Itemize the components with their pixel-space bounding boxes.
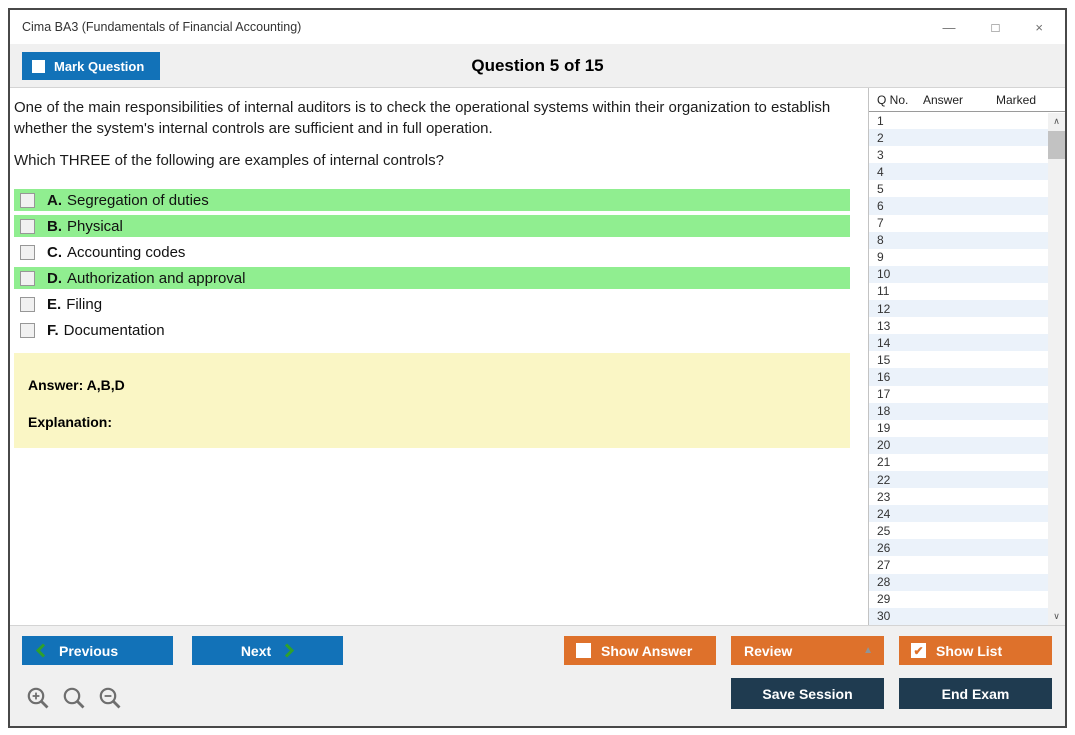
title-bar	[10, 10, 1065, 44]
header-band	[10, 44, 1065, 88]
show-answer-button[interactable]	[564, 636, 716, 665]
question-list-row[interactable]	[869, 403, 1048, 420]
question-panel	[10, 88, 868, 625]
option-letter: C.	[47, 243, 62, 261]
qno-cell: 27	[877, 557, 891, 572]
option-text: Segregation of duties	[67, 191, 209, 209]
show-answer-checkbox[interactable]	[576, 643, 591, 658]
app-window	[8, 8, 1067, 728]
answer-column-header: Answer	[923, 92, 964, 107]
option-text: Filing	[66, 295, 103, 313]
previous-label: Previous	[59, 642, 119, 659]
next-button[interactable]	[192, 636, 343, 665]
qno-cell: 4	[877, 164, 884, 179]
option-text: Accounting codes	[67, 243, 186, 261]
options-list	[14, 189, 868, 341]
question-list-row[interactable]	[869, 112, 1048, 129]
qno-cell: 11	[877, 284, 890, 299]
question-list-row[interactable]	[869, 163, 1048, 180]
question-list-row[interactable]	[869, 129, 1048, 146]
scroll-down-icon[interactable]: ∨	[1053, 610, 1060, 621]
qno-cell: 26	[877, 540, 891, 555]
answer-option[interactable]	[14, 267, 850, 289]
qno-cell: 3	[877, 147, 884, 162]
dropdown-up-icon: ▲	[863, 645, 873, 656]
option-checkbox[interactable]	[20, 271, 35, 286]
close-icon[interactable]: ×	[1035, 19, 1043, 35]
answer-explanation-box	[14, 353, 850, 448]
option-text: Documentation	[63, 321, 165, 339]
question-list-row[interactable]	[869, 232, 1048, 249]
option-letter: F.	[47, 321, 59, 339]
qno-cell: 9	[877, 250, 884, 265]
content-area	[10, 88, 1065, 625]
zoom-toolbar	[26, 686, 123, 711]
question-counter: Question 5 of 15	[471, 55, 604, 75]
marked-column-header: Marked	[996, 92, 1037, 107]
qno-cell: 21	[877, 455, 891, 470]
qno-cell: 7	[877, 216, 884, 231]
qno-cell: 10	[877, 267, 891, 282]
show-list-button[interactable]	[899, 636, 1052, 665]
show-list-checkbox[interactable]: ✔	[911, 643, 926, 658]
scrollbar-thumb[interactable]	[1048, 131, 1065, 159]
question-list-row[interactable]	[869, 608, 1048, 625]
answer-label: Answer: A,B,D	[28, 377, 125, 393]
qno-cell: 15	[877, 352, 891, 367]
question-list-body	[869, 112, 1048, 625]
qno-cell: 22	[877, 472, 891, 487]
qno-cell: 24	[877, 506, 891, 521]
chevron-right-icon	[284, 643, 294, 658]
option-checkbox[interactable]	[20, 245, 35, 260]
end-exam-button[interactable]	[899, 678, 1052, 709]
option-checkbox[interactable]	[20, 323, 35, 338]
question-list-row[interactable]	[869, 334, 1048, 351]
question-list-row[interactable]	[869, 215, 1048, 232]
next-label: Next	[240, 642, 272, 659]
qno-cell: 14	[877, 335, 891, 350]
question-list-row[interactable]	[869, 539, 1048, 556]
question-paragraph-1: One of the main responsibilities of internal auditors is to check the operational systems within their organization to establish whether the system's internal controls are sufficient and in full operation.	[14, 99, 831, 137]
review-label: Review	[744, 642, 793, 659]
review-dropdown-button[interactable]	[731, 636, 884, 665]
question-list-row[interactable]	[869, 437, 1048, 454]
question-list-row[interactable]	[869, 249, 1048, 266]
mark-question-button[interactable]	[22, 52, 160, 80]
mark-question-checkbox[interactable]	[32, 60, 45, 73]
mark-question-label: Mark Question	[54, 58, 145, 74]
explanation-label: Explanation:	[28, 414, 113, 430]
qno-cell: 20	[877, 438, 891, 453]
qno-cell: 19	[877, 421, 891, 436]
question-list-row[interactable]	[869, 386, 1048, 403]
qno-cell: 2	[877, 130, 884, 145]
question-list-row[interactable]	[869, 351, 1048, 368]
save-session-button[interactable]	[731, 678, 884, 709]
chevron-left-icon	[36, 643, 46, 658]
minimize-icon[interactable]: —	[942, 19, 956, 35]
zoom-in-icon[interactable]	[26, 686, 51, 711]
question-list-row[interactable]	[869, 471, 1048, 488]
answer-option[interactable]	[14, 241, 850, 263]
save-session-label: Save Session	[762, 685, 853, 702]
qno-cell: 25	[877, 523, 891, 538]
previous-button[interactable]	[22, 636, 173, 665]
option-text: Physical	[67, 217, 123, 235]
question-list-row[interactable]	[869, 454, 1048, 471]
option-checkbox[interactable]	[20, 219, 35, 234]
qno-cell: 13	[877, 318, 891, 333]
scroll-up-icon[interactable]: ∧	[1053, 115, 1060, 126]
question-list-sidebar	[868, 88, 1065, 625]
qno-cell: 1	[877, 113, 884, 128]
option-text: Authorization and approval	[67, 269, 246, 287]
window-title: Cima BA3 (Fundamentals of Financial Accounting)	[22, 20, 302, 34]
qno-column-header: Q No.	[877, 92, 909, 107]
question-list-row[interactable]	[869, 591, 1048, 608]
qno-cell: 16	[877, 369, 891, 384]
question-list-row[interactable]	[869, 266, 1048, 283]
option-letter: E.	[47, 295, 62, 313]
answer-option[interactable]	[14, 215, 850, 237]
question-list-row[interactable]	[869, 505, 1048, 522]
show-list-label: Show List	[936, 642, 1003, 659]
qno-cell: 5	[877, 181, 884, 196]
qno-cell: 8	[877, 233, 884, 248]
question-list-row[interactable]	[869, 180, 1048, 197]
qno-cell: 28	[877, 575, 891, 590]
question-list-row[interactable]	[869, 300, 1048, 317]
answer-option[interactable]	[14, 293, 850, 315]
question-list-row[interactable]	[869, 283, 1048, 300]
question-list-row[interactable]	[869, 146, 1048, 163]
question-list-row[interactable]	[869, 488, 1048, 505]
maximize-icon[interactable]: □	[991, 19, 1000, 35]
question-list-row[interactable]	[869, 368, 1048, 385]
option-letter: D.	[47, 269, 62, 287]
qno-cell: 29	[877, 592, 891, 607]
qno-cell: 17	[877, 387, 891, 402]
answer-option[interactable]	[14, 189, 850, 211]
option-checkbox[interactable]	[20, 297, 35, 312]
end-exam-label: End Exam	[941, 685, 1010, 702]
qno-cell: 6	[877, 199, 884, 214]
zoom-reset-icon[interactable]	[62, 686, 87, 711]
qno-cell: 18	[877, 404, 891, 419]
question-list-row[interactable]	[869, 317, 1048, 334]
question-list-row[interactable]	[869, 522, 1048, 539]
question-list-row[interactable]	[869, 420, 1048, 437]
zoom-out-icon[interactable]	[98, 686, 123, 711]
qno-cell: 12	[877, 301, 891, 316]
option-letter: B.	[47, 217, 62, 235]
question-list-row[interactable]	[869, 197, 1048, 214]
answer-option[interactable]	[14, 319, 850, 341]
qno-cell: 30	[877, 609, 891, 624]
question-paragraph-2: Which THREE of the following are examples of internal controls?	[14, 152, 444, 169]
window-controls	[943, 21, 1065, 34]
question-list-row[interactable]	[869, 574, 1048, 591]
question-list-header	[869, 88, 1065, 112]
footer-bar	[10, 625, 1065, 726]
question-list-scrollbar[interactable]	[1048, 113, 1065, 625]
option-checkbox[interactable]	[20, 193, 35, 208]
option-letter: A.	[47, 191, 62, 209]
show-answer-label: Show Answer	[601, 642, 693, 659]
question-list-row[interactable]	[869, 556, 1048, 573]
qno-cell: 23	[877, 489, 891, 504]
